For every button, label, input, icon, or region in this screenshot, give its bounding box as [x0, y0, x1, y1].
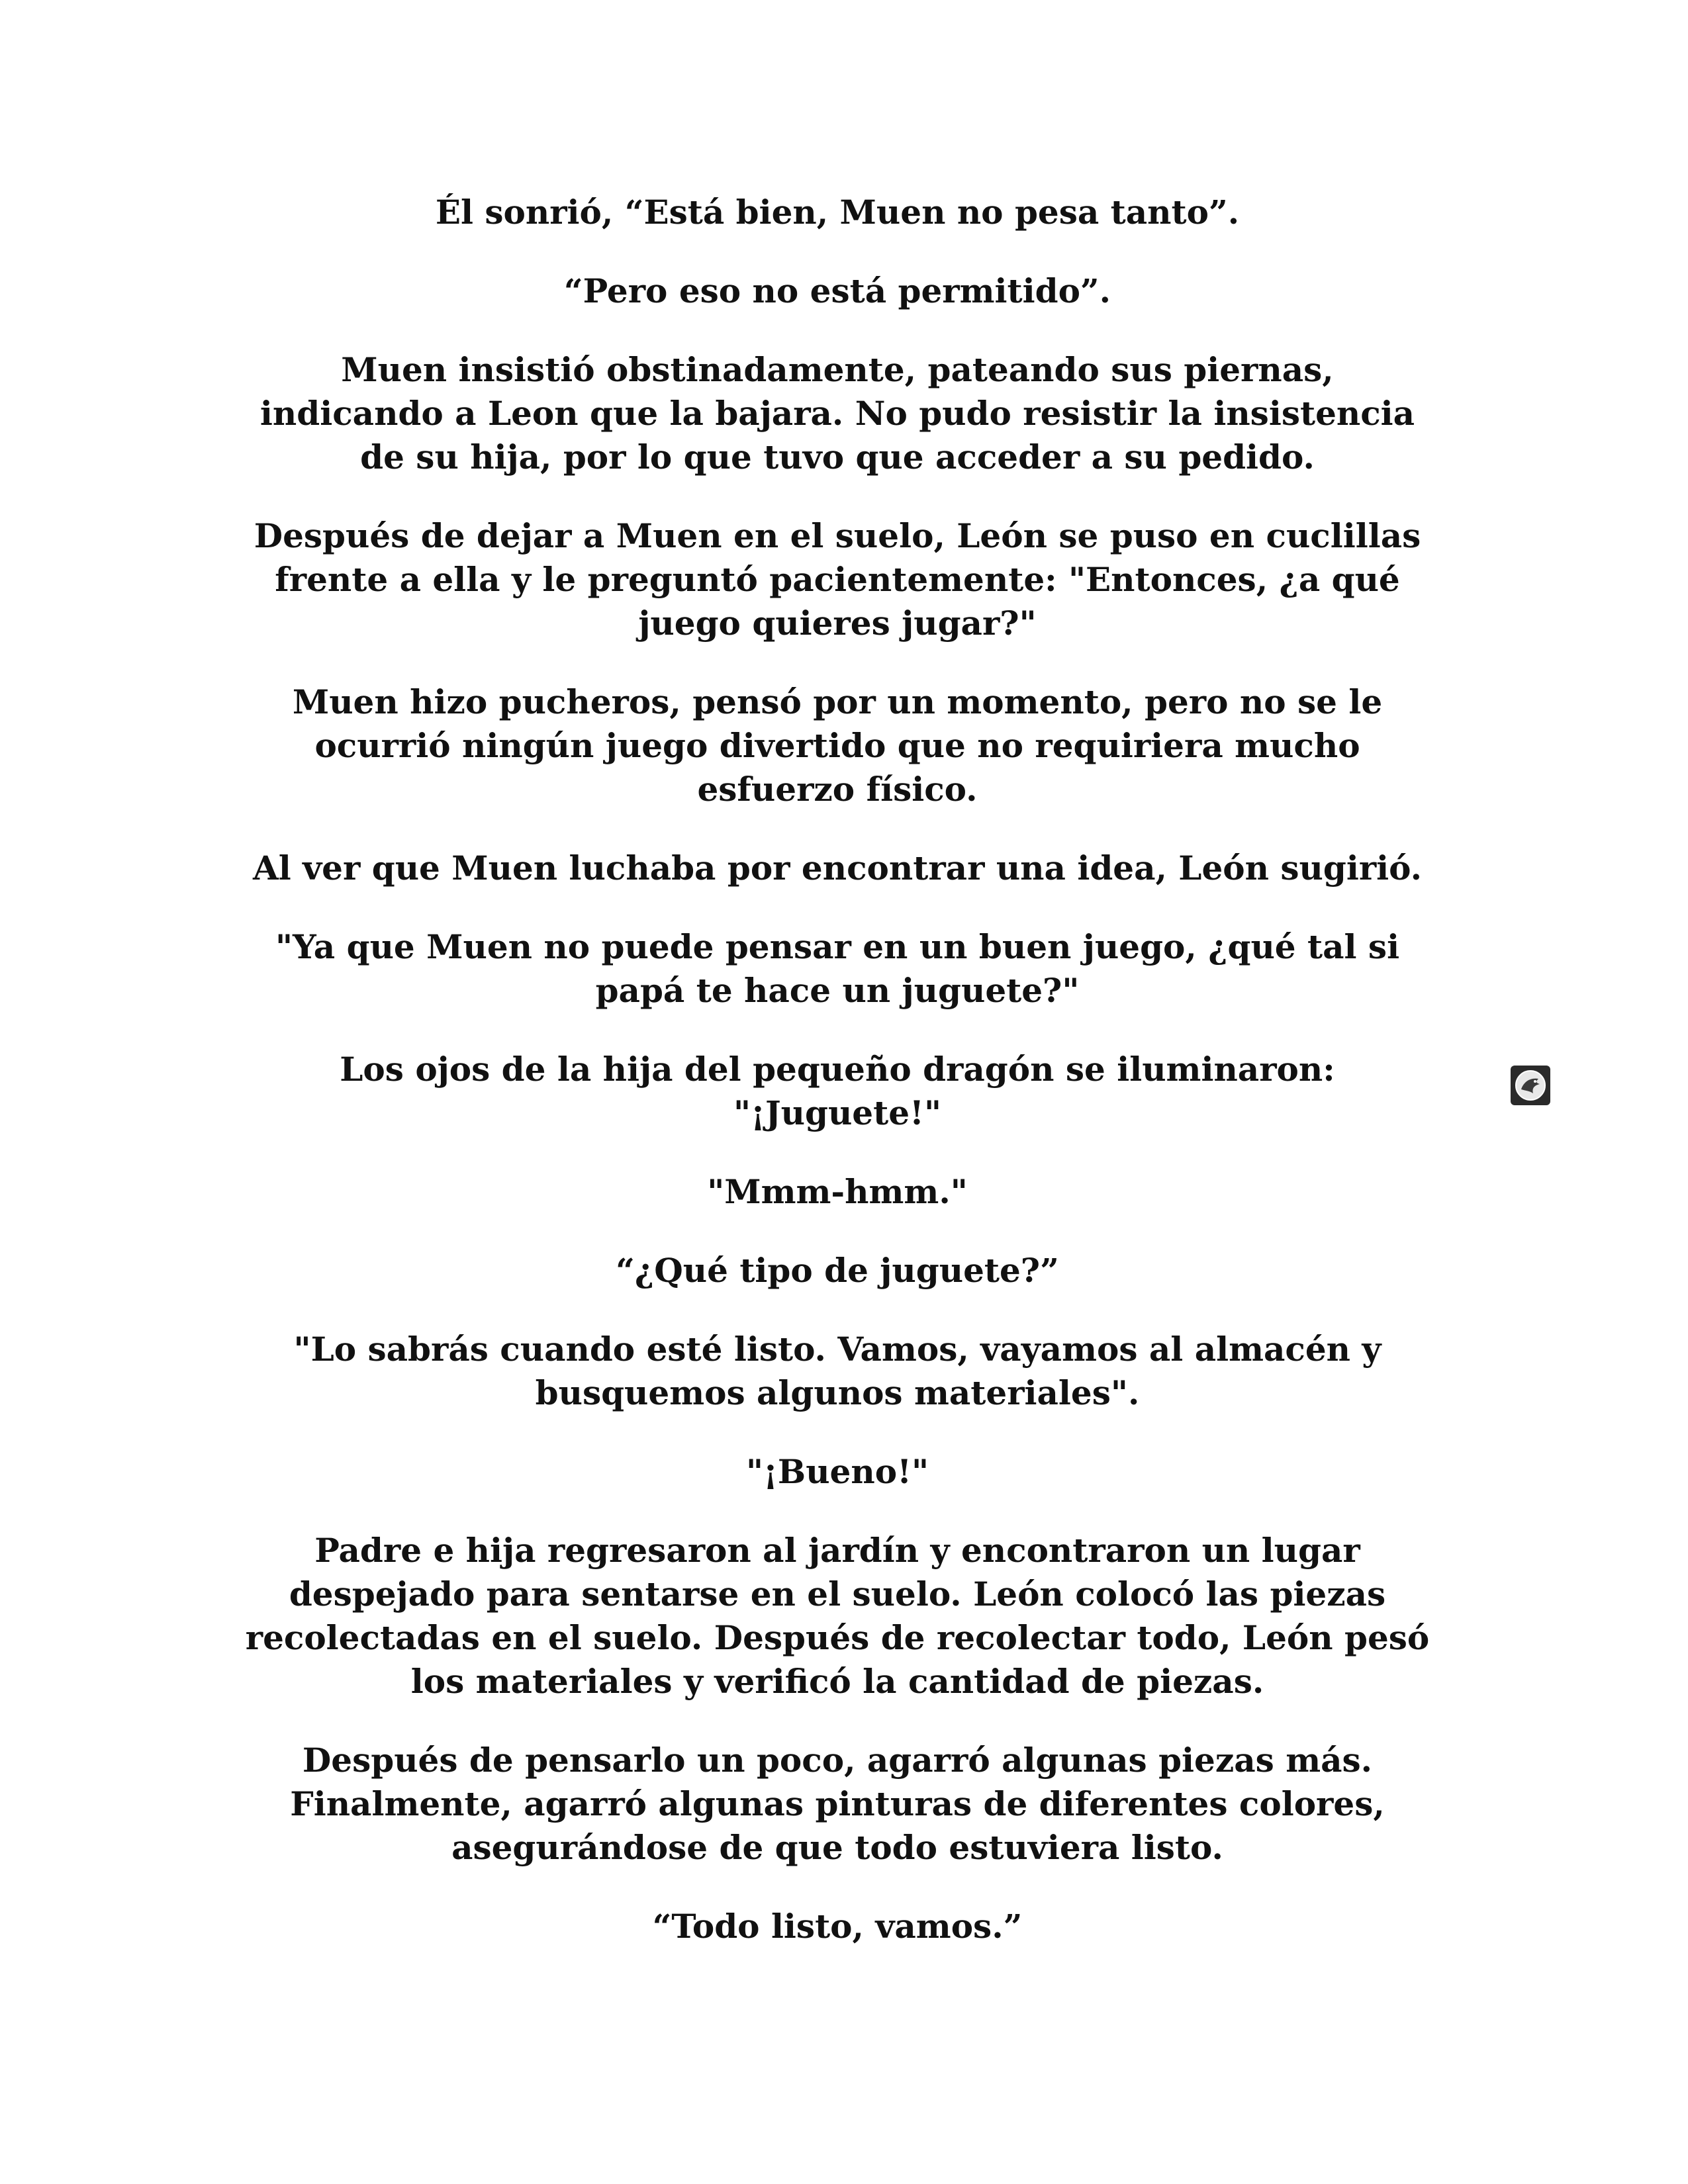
text-line: Finalmente, agarró algunas pinturas de diferentes colores,	[290, 1784, 1385, 1823]
text-line: asegurándose de que todo estuviera listo.	[451, 1828, 1223, 1867]
text-line: de su hija, por lo que tuvo que acceder a su pedido.	[360, 437, 1315, 477]
paragraph	[199, 1450, 1476, 1494]
paragraph	[199, 1249, 1476, 1293]
text-line: "Mmm-hmm."	[707, 1172, 968, 1211]
text-line: “Todo listo, vamos.”	[652, 1907, 1023, 1946]
text-line: indicando a Leon que la bajara. No pudo resistir la insistencia	[259, 394, 1415, 433]
text-line: Al ver que Muen luchaba por encontrar una idea, León sugirió.	[252, 848, 1423, 887]
paragraph	[199, 348, 1476, 479]
text-line: Después de dejar a Muen en el suelo, León se puso en cuclillas	[254, 516, 1421, 555]
text-line: ocurrió ningún juego divertido que no requiriera mucho	[314, 726, 1360, 765]
paragraph	[199, 514, 1476, 645]
text-line: Muen hizo pucheros, pensó por un momento, pero no se le	[292, 682, 1383, 721]
text-line: "Lo sabrás cuando esté listo. Vamos, vayamos al almacén y	[293, 1330, 1382, 1369]
dragon-emblem-icon	[1511, 1066, 1550, 1105]
text-line: papá te hace un juguete?"	[595, 971, 1080, 1010]
text-line: busquemos algunos materiales".	[535, 1373, 1140, 1412]
text-line: recolectadas en el suelo. Después de recolectar todo, León pesó	[245, 1618, 1430, 1657]
text-line: "Ya que Muen no puede pensar en un buen juego, ¿qué tal si	[275, 927, 1400, 966]
paragraph	[199, 1328, 1476, 1415]
text-line: “¿Qué tipo de juguete?”	[616, 1251, 1059, 1290]
paragraph	[199, 1170, 1476, 1214]
paragraph	[199, 1529, 1476, 1704]
text-line: Padre e hija regresaron al jardín y encontraron un lugar	[314, 1531, 1360, 1570]
paragraph	[199, 1905, 1476, 1948]
text-line: frente a ella y le preguntó pacientemente: "Entonces, ¿a qué	[275, 560, 1400, 599]
text-line: despejado para sentarse en el suelo. León colocó las piezas	[289, 1574, 1386, 1614]
paragraph	[199, 680, 1476, 811]
paragraph	[199, 1048, 1476, 1135]
text-line: esfuerzo físico.	[697, 770, 978, 809]
paragraph	[199, 925, 1476, 1013]
text-line: los materiales y verificó la cantidad de piezas.	[410, 1662, 1264, 1701]
paragraph	[199, 191, 1476, 234]
text-line: Después de pensarlo un poco, agarró algunas piezas más.	[302, 1741, 1373, 1780]
text-line: Muen insistió obstinadamente, pateando sus piernas,	[341, 350, 1334, 389]
document-body	[199, 191, 1476, 1983]
paragraph	[199, 269, 1476, 313]
paragraph	[199, 1739, 1476, 1870]
text-line: "¡Juguete!"	[733, 1093, 942, 1132]
text-line: Los ojos de la hija del pequeño dragón se iluminaron:	[340, 1050, 1335, 1089]
paragraph	[199, 846, 1476, 890]
text-line: juego quieres jugar?"	[638, 604, 1037, 643]
text-line: Él sonrió, “Está bien, Muen no pesa tanto”.	[435, 193, 1240, 232]
text-line: “Pero eso no está permitido”.	[563, 271, 1111, 310]
text-line: "¡Bueno!"	[745, 1452, 929, 1491]
